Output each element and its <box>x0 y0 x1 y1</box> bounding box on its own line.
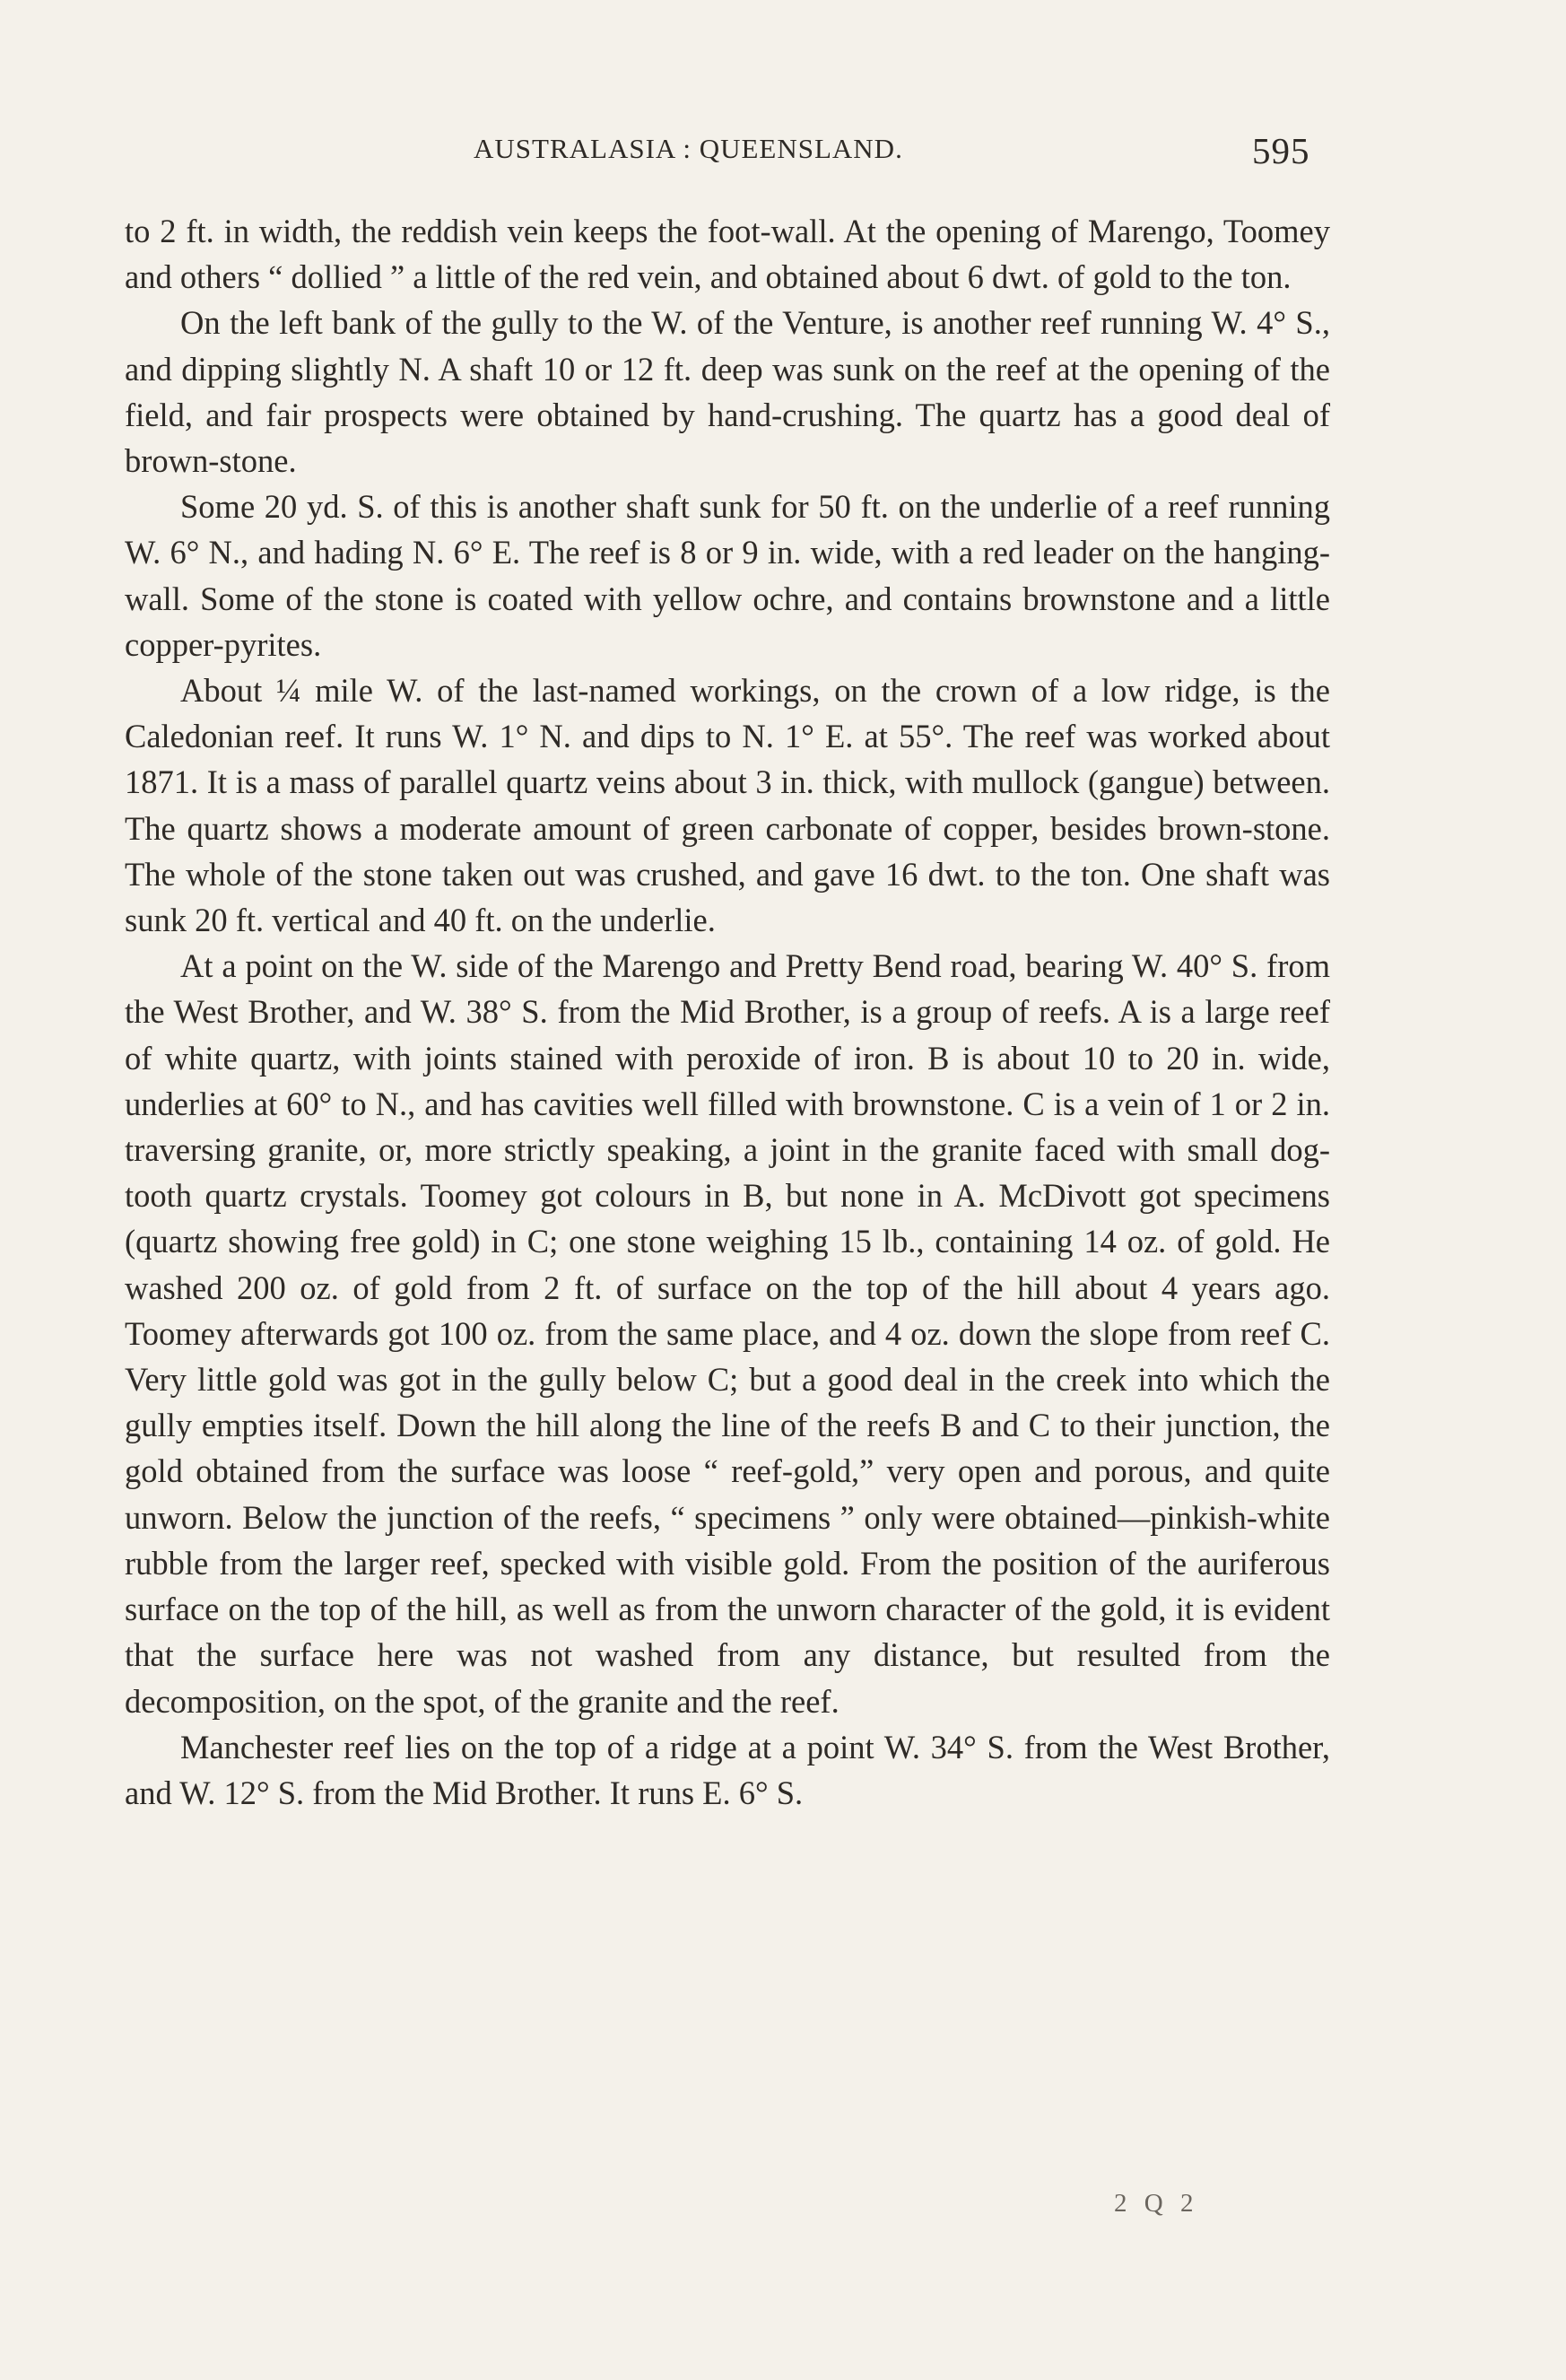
page-number: 595 <box>1252 130 1310 171</box>
paragraph: Some 20 yd. S. of this is another shaft sunk for 50 ft. on the underlie of a reef running W. 6° N., and hading N. 6° E. The reef is 8 or 9 in. wide, with a red leader on the hanging-wall. Some of the stone is coated with yellow ochre, and contains brownstone and a little copper-pyrites. <box>125 488 1330 663</box>
signature-mark: 2 Q 2 <box>1114 2189 1199 2218</box>
paragraph: About ¼ mile W. of the last-named workings, on the crown of a low ridge, is the Caledonian reef. It runs W. 1° N. and dips to N. 1° E. at 55°. The reef was worked about 1871. It is a mass of parallel quartz veins about 3 in. thick, with mullock (gangue) between. The quartz shows a moderate amount of green carbonate of copper, besides brown-stone. The whole of the stone taken out was crushed, and gave 16 dwt. to the ton. One shaft was sunk 20 ft. vertical and 40 ft. on the underlie. <box>125 672 1330 939</box>
paragraph-continued: to 2 ft. in width, the reddish vein keeps the foot-wall. At the opening of Marengo, Toomey and others “ dollied ” a little of the red vein, and obtained about 6 dwt. of gold to the ton. <box>125 213 1330 296</box>
paragraph: At a point on the W. side of the Marengo and Pretty Bend road, bearing W. 40° S. from the West Brother, and W. 38° S. from the Mid Brother, is a group of reefs. A is a large reef of white quartz, with joints stained with peroxide of iron. B is about 10 to 20 in. wide, underlies at 60° to N., and has cavities well filled with brownstone. C is a vein of 1 or 2 in. traversing granite, or, more strictly speaking, a joint in the granite faced with small dog-tooth quartz crystals. Toomey got colours in B, but none in A. McDivott got specimens (quartz showing free gold) in C; one stone weighing 15 lb., containing 14 oz. of gold. He washed 200 oz. of gold from 2 ft. of surface on the top of the hill about 4 years ago. Toomey afterwards got 100 oz. from the same place, and 4 oz. down the slope from reef C. Very little gold was got in the gully below C; but a good deal in the creek into which the gully empties itself. Down the hill along the line of the reefs B and C to their junction, the gold obtained from the surface was loose “ reef-gold,” very open and porous, and quite unworn. Below the junction of the reefs, “ specimens ” only were obtained—pinkish-white rubble from the larger reef, specked with visible gold. From the position of the auriferous surface on the top of the hill, as well as from the unworn character of the gold, it is evident that the surface here was not washed from any distance, but resulted from the decomposition, on the spot, of the granite and the reef. <box>125 947 1330 1720</box>
paragraph: On the left bank of the gully to the W. of the Venture, is another reef running W. 4° S., and dipping slightly N. A shaft 10 or 12 ft. deep was sunk on the reef at the opening of the field, and fair prospects were obtained by hand-crushing. The quartz has a good deal of brown-stone. <box>125 304 1330 480</box>
paragraph: Manchester reef lies on the top of a ridge at a point W. 34° S. from the West Brother, and W. 12° S. from the Mid Brother. It runs E. 6° S. <box>125 1728 1330 1811</box>
running-title: AUSTRALASIA : QUEENSLAND. <box>474 133 903 164</box>
body-text <box>125 208 1330 1816</box>
